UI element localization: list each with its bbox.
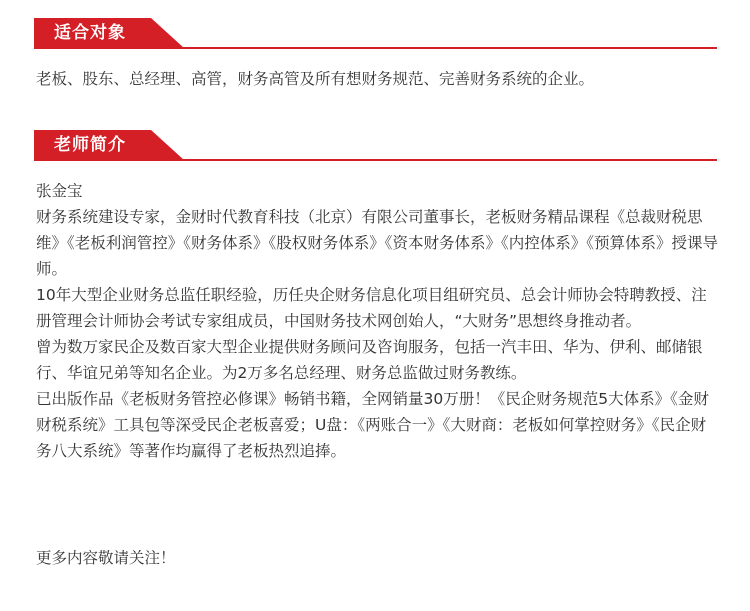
section-heading: 适合对象 [54, 23, 126, 43]
teacher-paragraph: 财务系统建设专家，金财时代教育科技（北京）有限公司董事长，老板财务精品课程《总裁财税思维》《老板利润管控》《财务体系》《股权财务体系》《资本财务体系》《内控体系》《预算体系》授课导师。 [36, 208, 719, 278]
section-heading: 老师简介 [54, 135, 126, 155]
target-audience-text: 老板、股东、总经理、高管，财务高管及所有想财务规范、完善财务系统的企业。 [36, 70, 595, 88]
section-divider [34, 47, 717, 49]
teacher-paragraph: 曾为数万家民企及数百家大型企业提供财务顾问及咨询服务，包括一汽丰田、华为、伊利、邮储银行、华谊兄弟等知名企业。为2万多名总经理、财务总监做过财务教练。 [36, 338, 703, 382]
section-divider [34, 159, 717, 161]
section-header-target-audience [34, 18, 717, 50]
teacher-paragraph: 已出版作品《老板财务管控必修课》畅销书籍，全网销量30万册！《民企财务规范5大体系》《金财财税系统》工具包等深受民企老板喜爱；U盘：《两账合一》《大财商：老板如何掌控财务》《民企财务八大系统》等著作均赢得了老板热烈追捧。 [36, 390, 709, 460]
teacher-name: 张金宝 [36, 182, 83, 200]
teacher-intro-body [36, 178, 718, 464]
section-header-teacher-intro [34, 130, 717, 162]
teacher-paragraph: 10年大型企业财务总监任职经验，历任央企财务信息化项目组研究员、总会计师协会特聘教授、注册管理会计师协会考试专家组成员，中国财务技术网创始人，“大财务”思想终身推动者。 [36, 286, 707, 330]
footer-note: 更多内容敬请关注！ [36, 549, 176, 567]
